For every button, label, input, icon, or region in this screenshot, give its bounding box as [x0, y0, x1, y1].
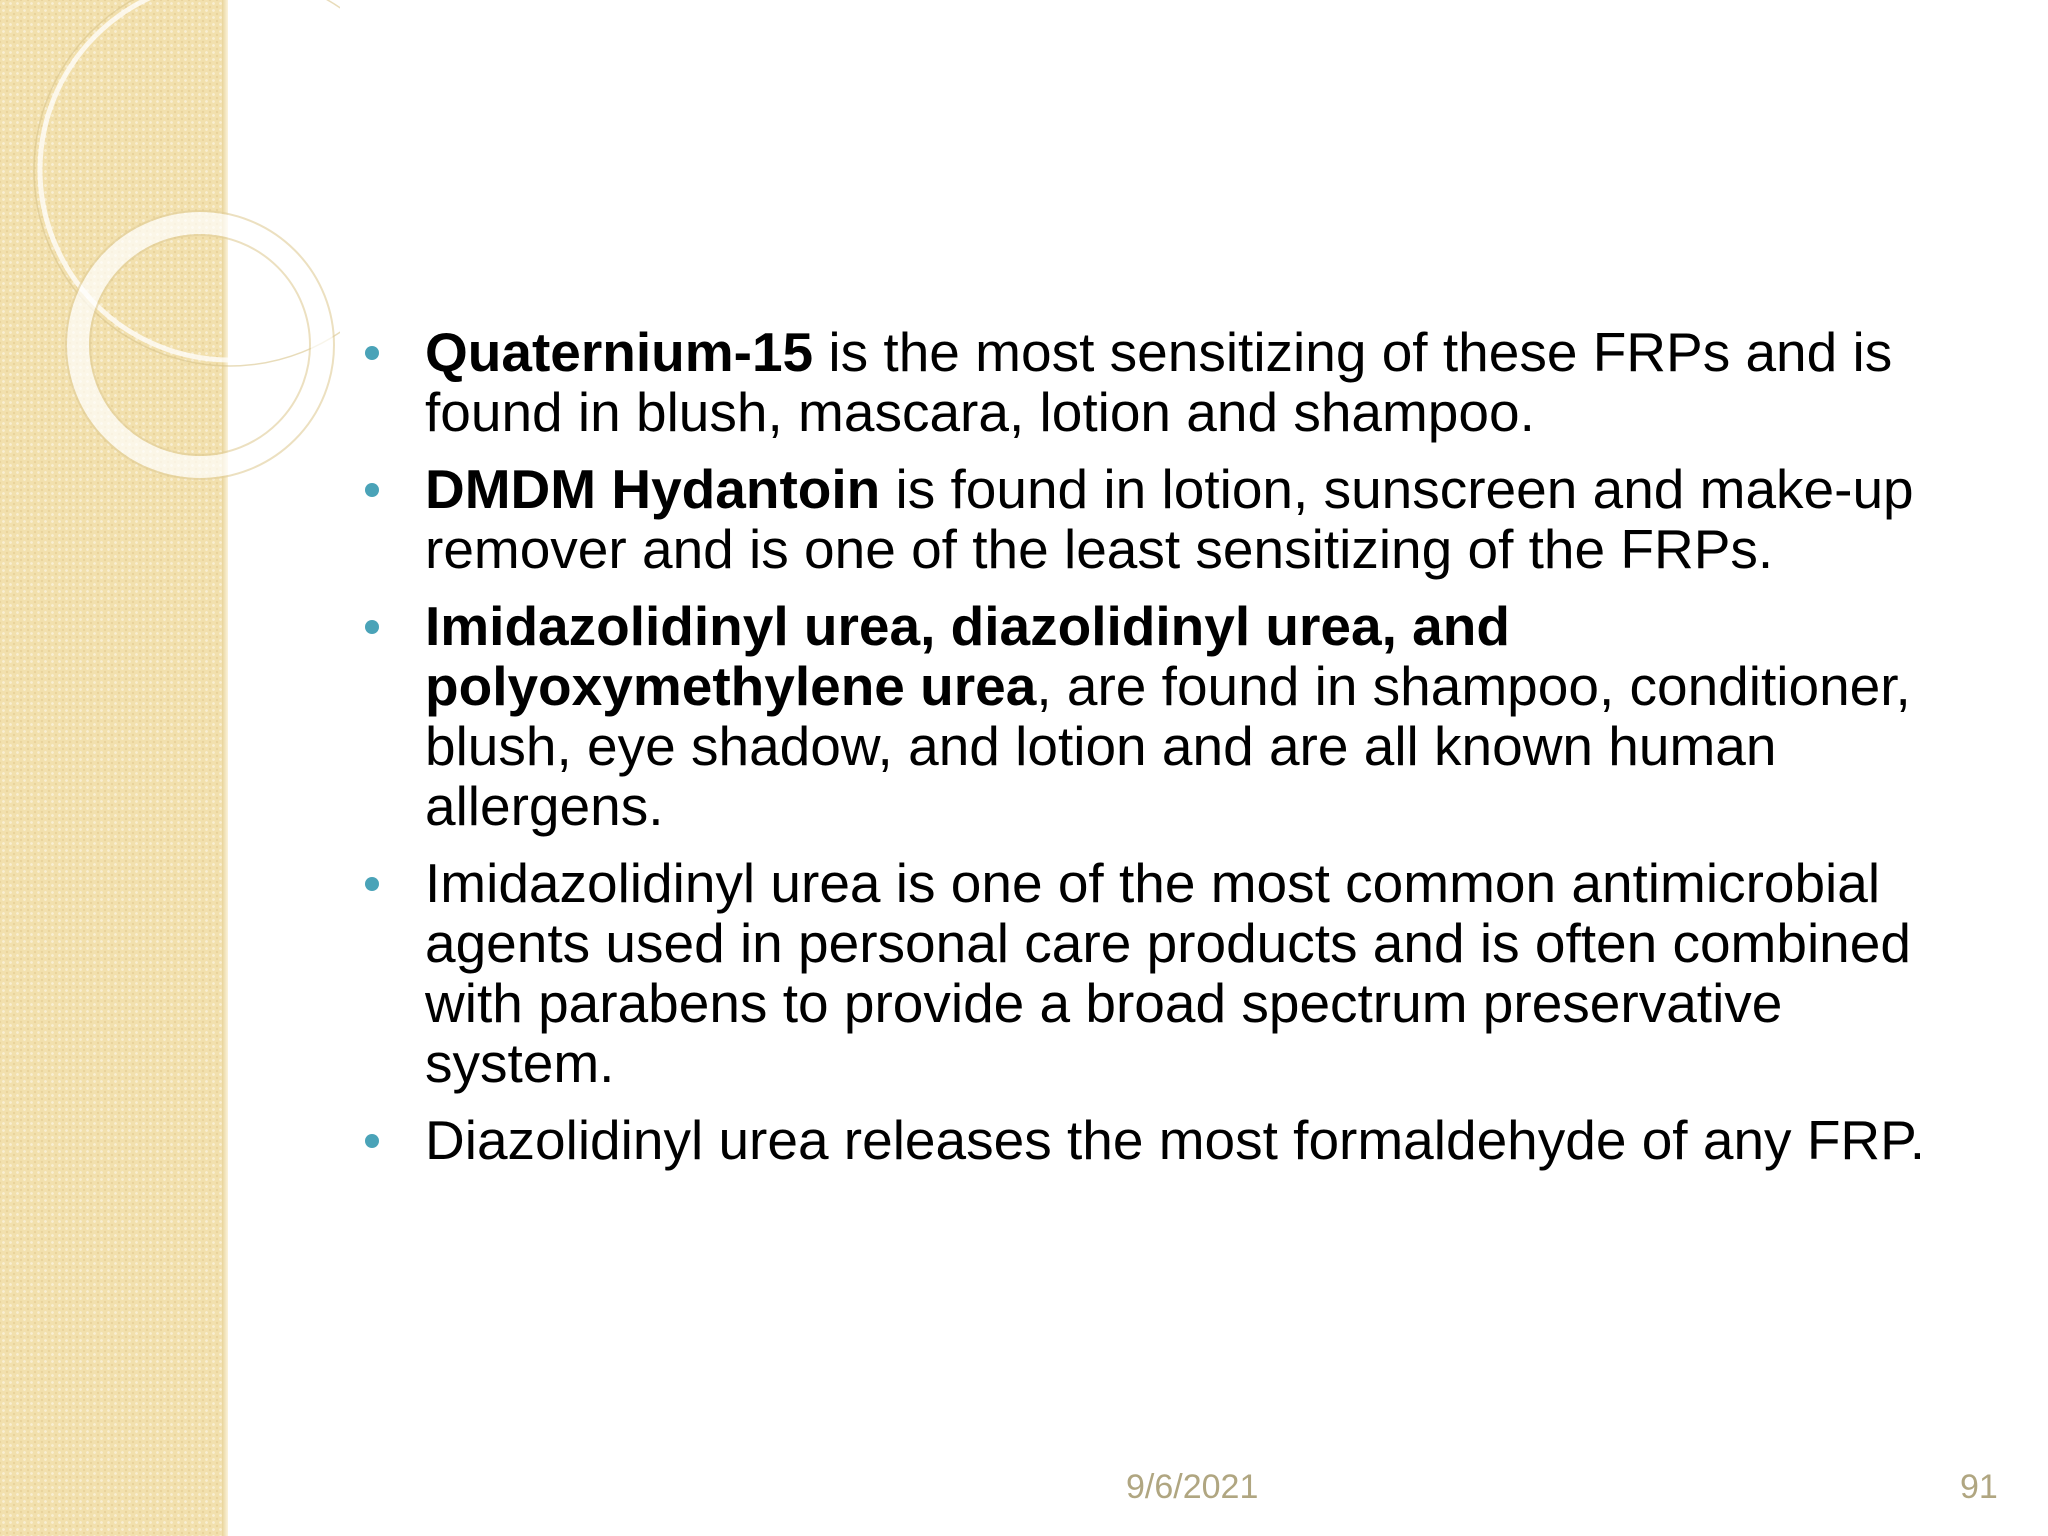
bullet-text: is the most sensitizing of these FRPs and is found in blush, mascara, lotion and shampoo. [425, 321, 1893, 443]
bullet-item [355, 459, 1985, 579]
side-band-edge [222, 0, 228, 1536]
bullet-text: Diazolidinyl urea releases the most formaldehyde of any FRP. [425, 1109, 1926, 1171]
bullet-dot-icon [365, 620, 379, 634]
bullet-dot-icon [365, 483, 379, 497]
bullet-item [355, 596, 1985, 836]
footer-date: 9/6/2021 [1126, 1468, 1259, 1506]
bullet-item [355, 1110, 1985, 1170]
bullet-item [355, 322, 1985, 442]
bullet-bold-text: DMDM Hydantoin [425, 458, 881, 520]
bullet-text: Imidazolidinyl urea is one of the most common antimicrobial agents used in personal care products and is often combined with parabens to provide a broad spectrum preservative system. [425, 852, 1911, 1094]
bullet-content [355, 322, 1985, 1187]
slide-number: 91 [1960, 1468, 1998, 1506]
bullet-item [355, 853, 1985, 1093]
bullet-bold-text: Quaternium-15 [425, 321, 814, 383]
bullet-list [355, 322, 1985, 1170]
side-band-texture [0, 0, 226, 1536]
bullet-dot-icon [365, 346, 379, 360]
bullet-bold-text: Imidazolidinyl urea, diazolidinyl urea, and polyoxymethylene urea [425, 595, 1510, 717]
bullet-text: is found in lotion, sunscreen and make-up remover and is one of the least sensitizing of the FRPs. [425, 458, 1914, 580]
bullet-dot-icon [365, 877, 379, 891]
bullet-dot-icon [365, 1134, 379, 1148]
bullet-text: , are found in shampoo, conditioner, blush, eye shadow, and lotion and are all known human allergens. [425, 655, 1911, 837]
